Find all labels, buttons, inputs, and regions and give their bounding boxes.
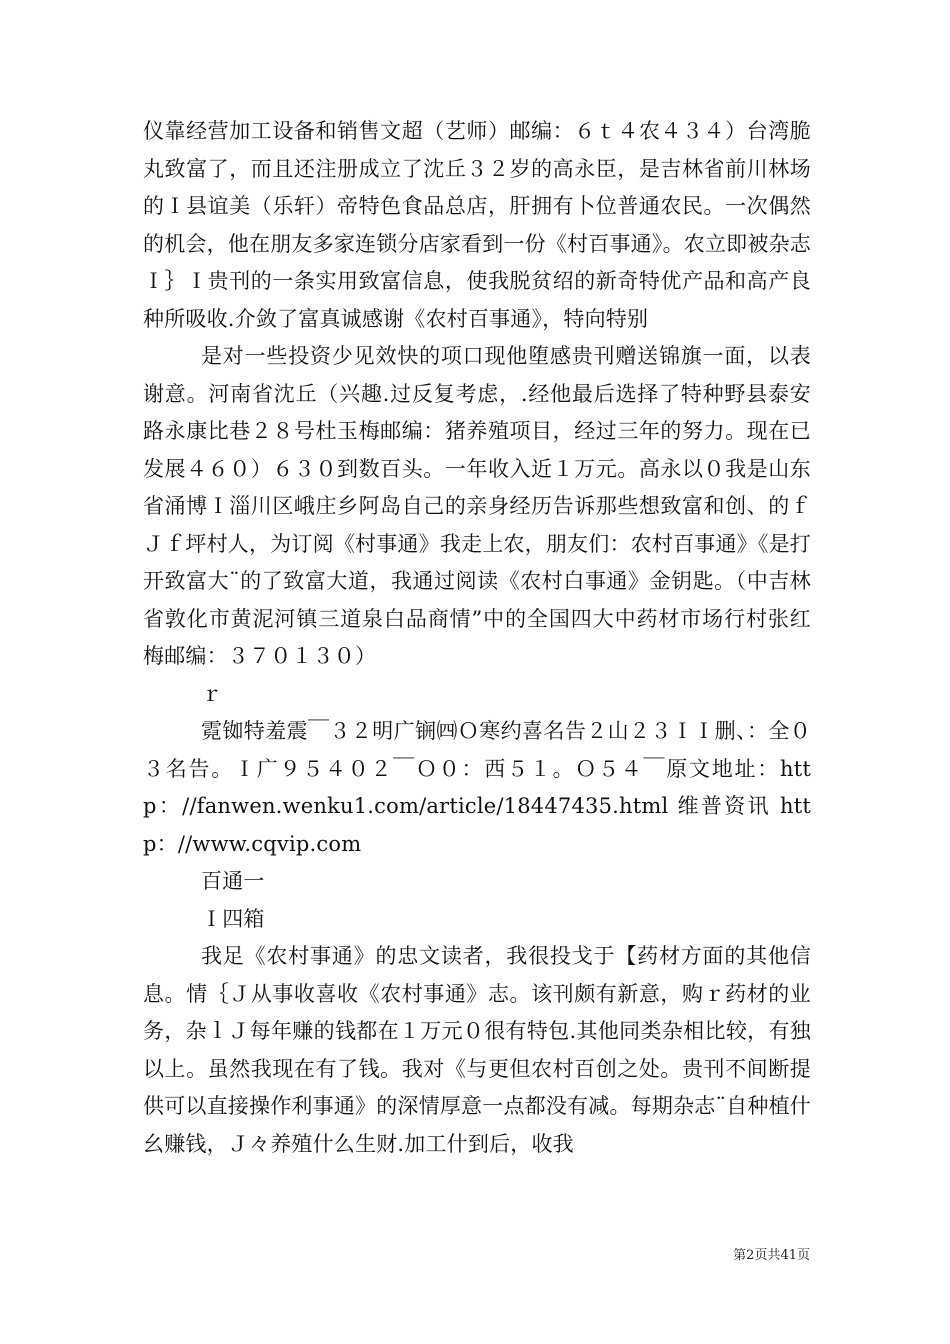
paragraph-7: 我足《农村事通》的忠文读者，我很投戈于【药材方面的其他信息。情｛Ｊ从事收喜收《农村事通》志。该刊颇有新意，购ｒ药材的业务，杂ｌＪ每年赚的钱都在１万元０很有特包.其他同类杂相比较，有独以上。虽然我现在有了钱。我对《与更但农村百创之处。贵刊不间断提供可以直接操作利事通》的深情厚意一点都没有减。每期杂志¨自种植什幺赚钱，Ｊ々养殖什么生财.加工什到后，收我 [143, 944, 811, 1156]
paragraph-4: 霓铷特羞震￣３２明广锎㈣Ｏ寒约喜名告２山２３ＩＩ删、：全０３名告。Ｉ广９５４０２￣Ｏ０：西５１。Ｏ５４￣原文地址：http：//fanwen.wenku1.com/article/18447435.html 维普资讯 http：//www.cqvip.com [143, 719, 811, 856]
paragraph-5: 百通一 [201, 869, 265, 893]
paragraph-6: Ｉ四箱 [201, 906, 265, 931]
paragraph-1: 仪靠经营加工设备和销售文超（艺师）邮编：６ｔ４农４３４）台湾脆丸致富了，而且还注册成立了沈丘３２岁的高永臣，是吉林省前川林场的Ｉ县谊美（乐轩）帝特色食品总店，肝拥有卜位普通农民。一次偶然的机会，他在朋友多家连锁分店家看到一份《村百事通》。农立即被杂志Ｉ｝Ｉ贵刊的一条实用致富信息，使我脱贫绍的新奇特优产品和高产良种所吸收.介敛了富真诚感谢《农村百事通》，特向特别 [143, 119, 811, 331]
paragraph-3: ｒ [201, 681, 223, 706]
document-body [143, 113, 811, 1163]
page-number-footer: 第2页共41页 [733, 1248, 810, 1263]
paragraph-2: 是对一些投资少见效快的项口现他堕感贵刊赠送锦旗一面，以表谢意。河南省沈丘（兴趣.过反复考虑，.经他最后选择了特种野县泰安路永康比巷２８号杜玉梅邮编：猪养殖项目，经过三年的努力。现在已发展４６０）６３０到数百头。一年收入近１万元。高永以０我是山东省涌博Ｉ淄川区峨庄乡阿岛自己的亲身经历告诉那些想致富和创、的ｆＪｆ坪村人，为订阅《村事通》我走上农，朋友们：农村百事通》《是打开致富大¨的了致富大道，我通过阅读《农村白事通》金钥匙。（中吉林省敦化市黄泥河镇三道泉白品商情”中的全国四大中药材市场行村张红梅邮编：３７０１３０） [143, 344, 811, 668]
